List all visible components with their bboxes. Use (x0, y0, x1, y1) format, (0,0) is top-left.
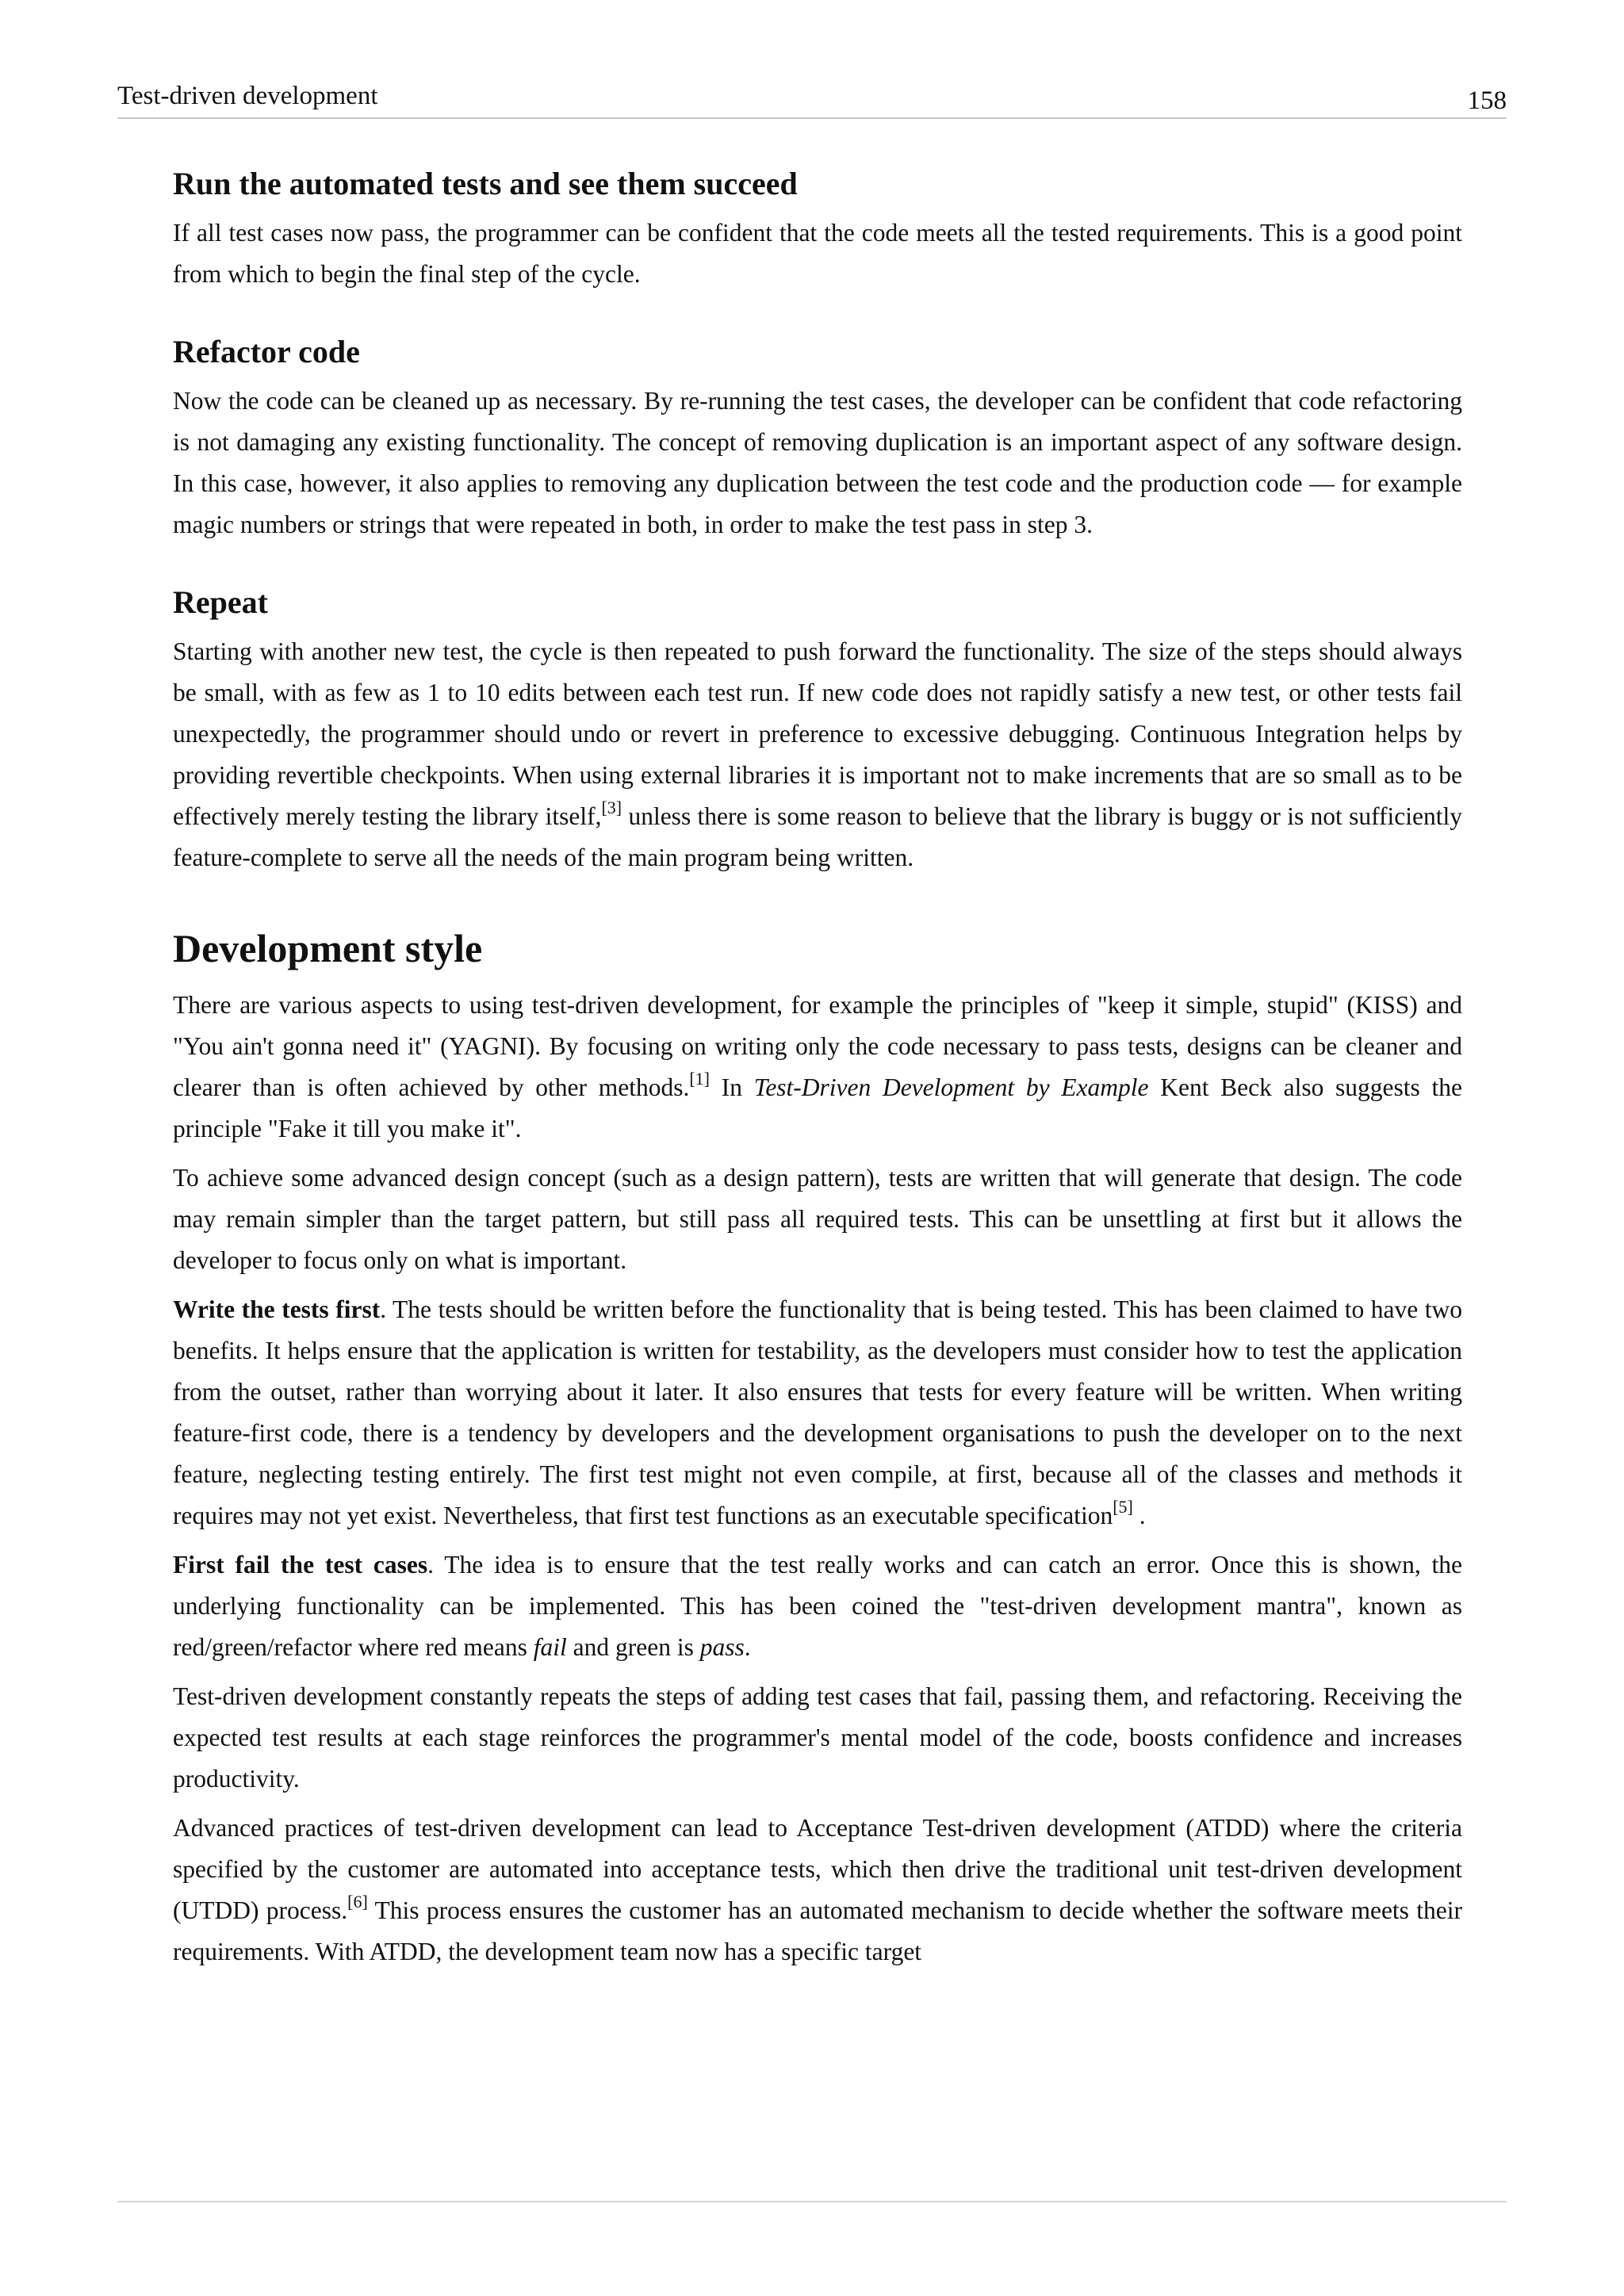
write-tests-first-text-a: . The tests should be written before the functionality that is being tested. This has been claimed to have two benefits. It helps ensure that the application is written for testability, as the developers must consider how to test the application from the outset, rather than worrying about it later. It also ensures that tests for every feature will be written. When writing feature-first code, there is a tendency by developers and the development organisations to push the developer on to the next feature, neglecting testing entirely. The first test might not even compile, at first, because all of the classes and methods it requires may not yet exist. Nevertheless, that first test functions as an executable specification (173, 1295, 1462, 1529)
first-fail-text-a: . The idea is to ensure that the test really works and can catch an error. Once this is shown, the underlying functionality can be implemented. This has been coined the "test-driven development mantra", known as red/green/refactor where red means (173, 1551, 1463, 1661)
heading-repeat: Repeat (173, 584, 268, 620)
paragraph-refactor: Now the code can be cleaned up as necessary. By re-running the test cases, the developer can be confident that code refactoring is not damaging any existing functionality. The concept of removing duplication is an important aspect of any software design. In this case, however, it also applies to removing any duplication between the test code and the production code — for example magic numbers or strings that were repeated in both, in order to make the test pass in step 3. (173, 387, 1462, 538)
paragraph-atdd (173, 1808, 1462, 1973)
citation-1-link[interactable]: [1] (689, 1069, 710, 1089)
heading-refactor: Refactor code (173, 334, 360, 369)
citation-6-link[interactable]: [6] (347, 1892, 368, 1911)
paragraph-dev-style-5: Test-driven development constantly repeats the steps of adding test cases that fail, passing them, and refactoring. Receiving the expected test results at each stage reinforces the programmer's mental model of the code, boosts confidence and increases productivity. (173, 1682, 1462, 1793)
first-fail-text-c: . (744, 1633, 751, 1661)
footer-rule (117, 2201, 1507, 2202)
atdd-text-b: This process ensures the customer has an automated mechanism to decide whether the software meets their requirements. With ATDD, the development team now has a specific target (173, 1896, 1462, 1965)
page-number: 158 (1467, 86, 1507, 115)
paragraph-repeat (173, 631, 1462, 878)
paragraph-repeat-text-b: unless there is some reason to believe that the library is buggy or is not sufficiently feature-complete to serve all the needs of the main program being written. (173, 802, 1462, 871)
paragraph-dev-style-2: To achieve some advanced design concept (such as a design pattern), tests are written that will generate that design. The code may remain simpler than the target pattern, but still pass all required tests. This can be unsettling at first but it allows the developer to focus only on what is important. (173, 1164, 1462, 1274)
atdd-text-a: Advanced practices of test-driven development can lead to Acceptance Test-driven development (ATDD) where the criteria specified by the customer are automated into acceptance tests, which then drive the traditional unit test-driven development (UTDD) process. (173, 1814, 1462, 1924)
pass-word: pass (699, 1633, 745, 1661)
paragraph-run-tests: If all test cases now pass, the programmer can be confident that the code meets all the tested requirements. This is a good point from which to begin the final step of the cycle. (173, 219, 1462, 288)
write-tests-first-label: Write the tests first (173, 1295, 381, 1323)
paragraph-write-tests-first (173, 1289, 1462, 1536)
write-tests-first-text-b: . (1132, 1502, 1146, 1529)
citation-3-link[interactable]: [3] (601, 798, 622, 817)
citation-5-link[interactable]: [5] (1113, 1497, 1133, 1517)
running-title: Test-driven development (117, 82, 378, 110)
paragraph-first-fail (173, 1544, 1462, 1668)
heading-development-style: Development style (173, 926, 483, 970)
paragraph-repeat-text-a: Starting with another new test, the cycle is then repeated to push forward the functionality. The size of the steps should always be small, with as few as 1 to 10 edits between each test run. If new code does not rapidly satisfy a new test, or other tests fail unexpectedly, the programmer should undo or revert in preference to excessive debugging. Continuous Integration helps by providing revertible checkpoints. When using external libraries it is important not to make increments that are so small as to be effectively merely testing the library itself, (173, 637, 1462, 830)
heading-run-tests: Run the automated tests and see them succeed (173, 166, 798, 201)
running-header (117, 79, 1507, 119)
page-content (173, 163, 1462, 1980)
book-title: Test-Driven Development by Example (753, 1073, 1149, 1101)
first-fail-label: First fail the test cases (173, 1551, 428, 1578)
fail-word: fail (533, 1633, 567, 1661)
dev-style-1-text-b: In (710, 1073, 754, 1101)
dev-style-1-text-c: Kent Beck also suggests the principle "Fake it till you make it". (173, 1073, 1463, 1142)
dev-style-1-text-a: There are various aspects to using test-driven development, for example the principles of "keep it simple, stupid" (KISS) and "You ain't gonna need it" (YAGNI). By focusing on writing only the code necessary to pass tests, designs can be cleaner and clearer than is often achieved by other methods. (173, 991, 1462, 1101)
paragraph-dev-style-1 (173, 985, 1462, 1150)
first-fail-text-b: and green is (566, 1633, 700, 1661)
